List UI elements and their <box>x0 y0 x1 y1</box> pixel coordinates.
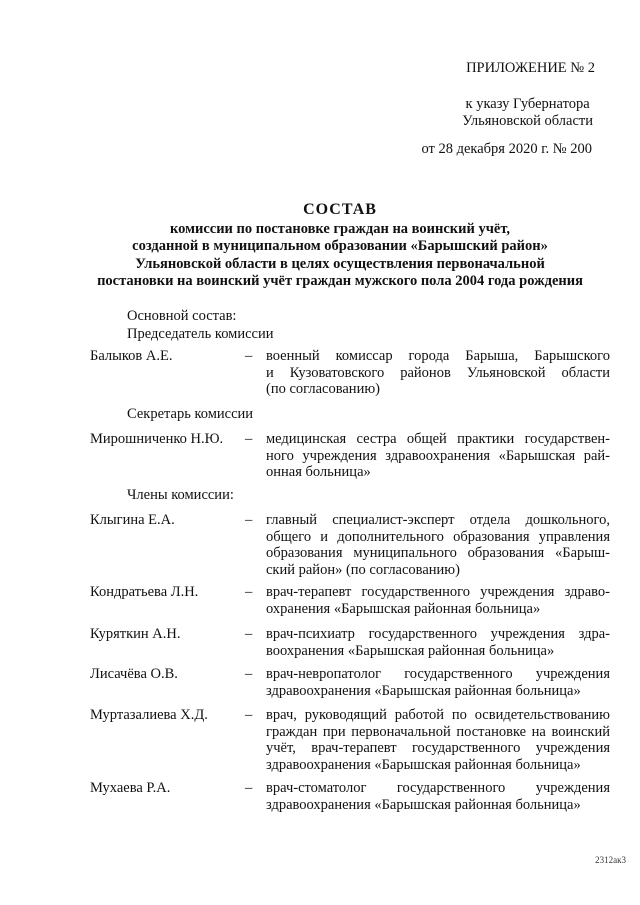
position-line: воохранения «Барышская районная больница» <box>266 642 555 659</box>
person-name: Лисачёва О.В. <box>90 666 178 682</box>
person-position <box>266 512 610 578</box>
section-secretary: Секретарь комиссии <box>127 406 254 422</box>
dash-separator: – <box>245 626 253 642</box>
section-main-composition: Основной состав: <box>127 308 237 324</box>
person-position <box>266 431 610 481</box>
position-line: врач-психиатр государственного учреждения здра- <box>266 626 610 642</box>
section-members: Члены комиссии: <box>127 487 234 503</box>
person-position <box>266 666 610 699</box>
section-chairman: Председатель комиссии <box>127 326 274 342</box>
position-line: здравоохранения «Барышская районная больница» <box>266 796 581 813</box>
document-code: 2312ак3 <box>595 855 626 865</box>
person-name: Мирошниченко Н.Ю. <box>90 431 224 447</box>
decree-line-2: Ульяновской области <box>462 113 593 129</box>
decree-date: от 28 декабря 2020 г. № 200 <box>421 141 592 157</box>
position-line: ский район» (по согласованию) <box>266 561 460 578</box>
position-line: военный комиссар города Барыша, Барышского <box>266 348 610 364</box>
person-name: Балыков А.Е. <box>90 348 173 364</box>
document-title <box>70 201 610 291</box>
person-name: Куряткин А.Н. <box>90 626 181 642</box>
position-line: охранения «Барышская районная больница» <box>266 600 541 617</box>
position-line: здравоохранения «Барышская районная больница» <box>266 682 581 699</box>
person-name: Мухаева Р.А. <box>90 780 171 796</box>
position-line: врач-стоматолог государственного учреждения <box>266 780 610 796</box>
person-position <box>266 348 610 398</box>
dash-separator: – <box>245 666 253 682</box>
position-line: онная больница» <box>266 464 371 481</box>
position-line: медицинская сестра общей практики государствен- <box>266 431 610 447</box>
decree-reference <box>462 96 593 130</box>
position-line: общего и дополнительного образования управления <box>266 528 610 545</box>
position-line: врач-терапевт государственного учреждения здраво- <box>266 584 610 600</box>
dash-separator: – <box>245 780 253 796</box>
person-name: Кондратьева Л.Н. <box>90 584 199 600</box>
dash-separator: – <box>245 584 253 600</box>
person-position <box>266 707 610 773</box>
title-line: комиссии по постановке граждан на воинский учёт, <box>169 220 511 237</box>
person-position <box>266 780 610 813</box>
dash-separator: – <box>245 348 253 364</box>
position-line: здравоохранения «Барышская районная больница» <box>266 756 581 773</box>
person-position <box>266 626 610 659</box>
person-name: Муртазалиева Х.Д. <box>90 707 208 723</box>
position-line: и Кузоватовского районов Ульяновской области <box>266 364 610 381</box>
position-line: врач, руководящий работой по освидетельствованию <box>266 707 610 723</box>
position-line: учёт, врач-терапевт государственного учреждения <box>266 740 610 757</box>
appendix-number: ПРИЛОЖЕНИЕ № 2 <box>466 60 595 76</box>
person-name: Клыгина Е.А. <box>90 512 175 528</box>
position-line: образования муниципального образования «Барыш- <box>266 545 610 562</box>
position-line: главный специалист-эксперт отдела дошкольного, <box>266 512 610 528</box>
position-line: граждан при первоначальной постановке на воинский <box>266 723 610 740</box>
dash-separator: – <box>245 431 253 447</box>
person-position <box>266 584 610 617</box>
decree-line-1: к указу Губернатора <box>465 96 590 112</box>
title-line: Ульяновской области в целях осуществления первоначальной <box>135 255 545 272</box>
position-line: врач-невропатолог государственного учреждения <box>266 666 610 682</box>
title-line: постановки на воинский учёт граждан мужского пола 2004 года рождения <box>97 273 583 290</box>
position-line: (по согласованию) <box>266 381 380 398</box>
dash-separator: – <box>245 512 253 528</box>
dash-separator: – <box>245 707 253 723</box>
position-line: ного учреждения здравоохранения «Барышская рай- <box>266 447 610 464</box>
title-line: созданной в муниципальном образовании «Барышский район» <box>132 238 548 255</box>
title-main: СОСТАВ <box>303 201 377 218</box>
